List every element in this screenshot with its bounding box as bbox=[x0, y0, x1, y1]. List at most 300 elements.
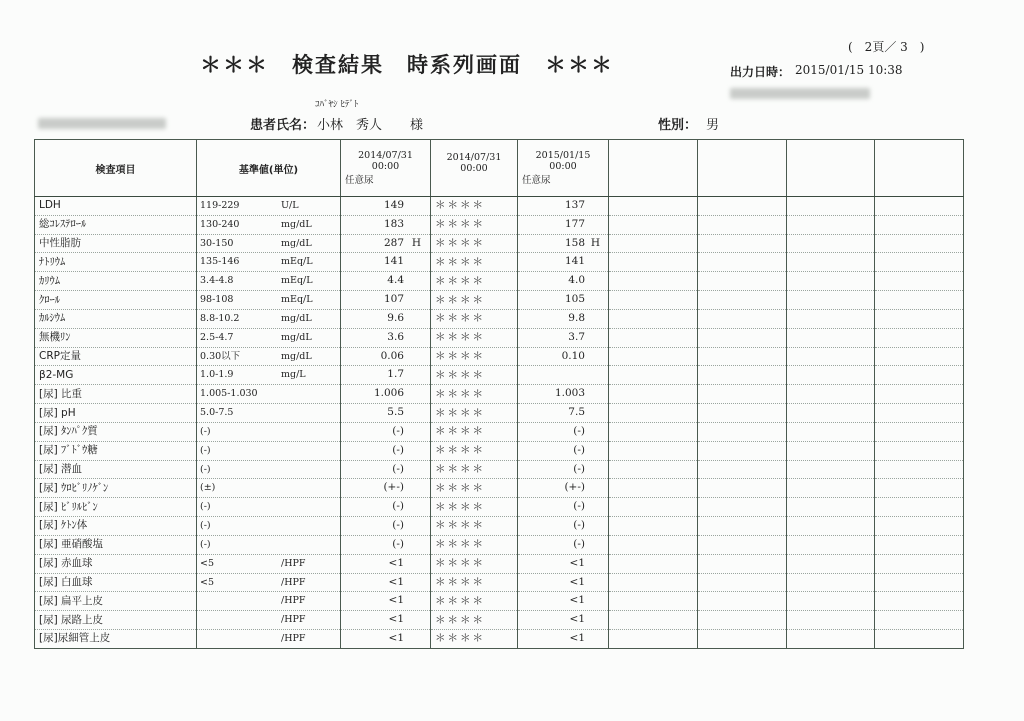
test-item-name: LDH bbox=[35, 197, 197, 216]
result-date-3 bbox=[518, 460, 609, 479]
empty-cell bbox=[698, 554, 787, 573]
empty-cell bbox=[609, 479, 698, 498]
table-row bbox=[35, 385, 964, 404]
result-value: (-) bbox=[392, 500, 404, 513]
result-date-1 bbox=[341, 498, 431, 517]
result-date-2: ＊＊＊＊ bbox=[431, 554, 518, 573]
reference-range bbox=[197, 479, 341, 498]
empty-cell bbox=[609, 573, 698, 592]
result-date-3 bbox=[518, 215, 609, 234]
reference-range bbox=[197, 592, 341, 611]
column-header-reference: 基準値(単位) bbox=[197, 140, 341, 197]
empty-cell bbox=[875, 422, 964, 441]
result-value: (-) bbox=[573, 462, 585, 475]
patient-name-label: 患者氏名： bbox=[250, 118, 316, 133]
result-date-2: ＊＊＊＊ bbox=[431, 197, 518, 216]
empty-cell bbox=[787, 573, 875, 592]
result-date-1 bbox=[341, 554, 431, 573]
result-date-3 bbox=[518, 554, 609, 573]
empty-cell bbox=[609, 460, 698, 479]
unit: /HPF bbox=[281, 576, 306, 588]
result-value: 287 bbox=[383, 236, 404, 249]
result-date-2: ＊＊＊＊ bbox=[431, 498, 518, 517]
empty-cell bbox=[698, 592, 787, 611]
reference-value: 1.0-1.9 bbox=[200, 369, 234, 381]
result-date-3 bbox=[518, 611, 609, 630]
reference-value: 2.5-4.7 bbox=[200, 331, 234, 343]
empty-cell bbox=[875, 554, 964, 573]
reference-value: (-) bbox=[200, 444, 211, 456]
test-item-name: [尿] ｹﾄﾝ体 bbox=[35, 517, 197, 536]
reference-value: 119-229 bbox=[200, 200, 240, 211]
empty-cell bbox=[609, 630, 698, 649]
result-date-2: ＊＊＊＊ bbox=[431, 366, 518, 385]
result-value: (-) bbox=[573, 537, 585, 550]
empty-cell bbox=[698, 328, 787, 347]
result-date-1 bbox=[341, 347, 431, 366]
result-date-2: ＊＊＊＊ bbox=[431, 253, 518, 272]
empty-cell bbox=[875, 234, 964, 253]
result-value: <1 bbox=[569, 632, 585, 645]
result-value: 141 bbox=[383, 255, 404, 268]
table-row bbox=[35, 272, 964, 291]
empty-cell bbox=[875, 291, 964, 310]
redacted-patient-id bbox=[730, 88, 870, 99]
test-item-name: 中性脂肪 bbox=[35, 234, 197, 253]
result-value: <1 bbox=[388, 556, 404, 569]
table-row bbox=[35, 460, 964, 479]
result-date-1 bbox=[341, 272, 431, 291]
empty-cell bbox=[698, 422, 787, 441]
empty-cell bbox=[787, 498, 875, 517]
empty-cell bbox=[698, 630, 787, 649]
reference-value: 3.4-4.8 bbox=[200, 275, 234, 287]
result-date-1 bbox=[341, 573, 431, 592]
empty-cell bbox=[609, 535, 698, 554]
empty-cell bbox=[875, 630, 964, 649]
empty-cell bbox=[698, 441, 787, 460]
empty-cell bbox=[787, 611, 875, 630]
result-date-3 bbox=[518, 291, 609, 310]
result-value: (-) bbox=[392, 537, 404, 550]
empty-cell bbox=[787, 347, 875, 366]
result-date-2: ＊＊＊＊ bbox=[431, 309, 518, 328]
empty-cell bbox=[609, 291, 698, 310]
table-row bbox=[35, 366, 964, 385]
reference-value: (-) bbox=[200, 538, 211, 550]
result-value: 1.7 bbox=[387, 368, 404, 381]
result-value: 4.4 bbox=[387, 274, 404, 287]
column-header-empty bbox=[787, 140, 875, 197]
result-date-2: ＊＊＊＊ bbox=[431, 630, 518, 649]
empty-cell bbox=[787, 385, 875, 404]
result-value: 1.006 bbox=[373, 387, 404, 400]
empty-cell bbox=[787, 366, 875, 385]
result-date-2: ＊＊＊＊ bbox=[431, 234, 518, 253]
empty-cell bbox=[609, 272, 698, 291]
result-date-2: ＊＊＊＊ bbox=[431, 385, 518, 404]
reference-value: <5 bbox=[200, 576, 215, 588]
empty-cell bbox=[787, 479, 875, 498]
reference-range bbox=[197, 347, 341, 366]
result-date-1 bbox=[341, 517, 431, 536]
empty-cell bbox=[698, 517, 787, 536]
empty-cell bbox=[875, 309, 964, 328]
table-row bbox=[35, 328, 964, 347]
unit: mEq/L bbox=[281, 275, 313, 287]
test-item-name: ﾅﾄﾘｳﾑ bbox=[35, 253, 197, 272]
column-header-empty bbox=[875, 140, 964, 197]
test-item-name: [尿] 亜硝酸塩 bbox=[35, 535, 197, 554]
result-value: 107 bbox=[383, 293, 404, 306]
empty-cell bbox=[875, 253, 964, 272]
result-value: (-) bbox=[573, 519, 585, 532]
table-row bbox=[35, 441, 964, 460]
unit: mg/dL bbox=[281, 237, 312, 249]
reference-value: <5 bbox=[200, 557, 215, 569]
empty-cell bbox=[698, 385, 787, 404]
empty-cell bbox=[787, 197, 875, 216]
empty-cell bbox=[875, 611, 964, 630]
test-item-name: ｸﾛｰﾙ bbox=[35, 291, 197, 310]
reference-range bbox=[197, 215, 341, 234]
reference-range bbox=[197, 441, 341, 460]
reference-range bbox=[197, 535, 341, 554]
result-value: <1 bbox=[388, 575, 404, 588]
reference-range bbox=[197, 366, 341, 385]
reference-value: 0.30以下 bbox=[200, 350, 241, 362]
result-value: 177 bbox=[564, 217, 585, 230]
result-date-1 bbox=[341, 197, 431, 216]
result-date-1 bbox=[341, 234, 431, 253]
result-date-2: ＊＊＊＊ bbox=[431, 479, 518, 498]
abnormal-flag: H bbox=[590, 236, 600, 249]
empty-cell bbox=[609, 611, 698, 630]
table-row bbox=[35, 517, 964, 536]
reference-value: 8.8-10.2 bbox=[200, 312, 240, 324]
result-date-2: ＊＊＊＊ bbox=[431, 422, 518, 441]
empty-cell bbox=[787, 328, 875, 347]
empty-cell bbox=[609, 347, 698, 366]
result-date-3 bbox=[518, 498, 609, 517]
table-row bbox=[35, 535, 964, 554]
result-date-2: ＊＊＊＊ bbox=[431, 347, 518, 366]
unit: /HPF bbox=[281, 633, 306, 645]
empty-cell bbox=[609, 215, 698, 234]
result-date-3 bbox=[518, 366, 609, 385]
empty-cell bbox=[609, 592, 698, 611]
unit: U/L bbox=[281, 200, 299, 211]
result-date-2: ＊＊＊＊ bbox=[431, 441, 518, 460]
empty-cell bbox=[698, 234, 787, 253]
result-value: 183 bbox=[383, 217, 404, 230]
reference-range bbox=[197, 272, 341, 291]
empty-cell bbox=[609, 328, 698, 347]
empty-cell bbox=[698, 272, 787, 291]
result-date-2: ＊＊＊＊ bbox=[431, 573, 518, 592]
column-header-empty bbox=[609, 140, 698, 197]
reference-range bbox=[197, 498, 341, 517]
result-value: 3.7 bbox=[568, 330, 585, 343]
reference-range bbox=[197, 611, 341, 630]
result-value: (-) bbox=[392, 443, 404, 456]
empty-cell bbox=[875, 385, 964, 404]
empty-cell bbox=[609, 253, 698, 272]
result-date-1 bbox=[341, 291, 431, 310]
page-title: ＊＊＊ 検査結果 時系列画面 ＊＊＊ bbox=[200, 53, 614, 77]
empty-cell bbox=[787, 441, 875, 460]
sex-label: 性別： bbox=[658, 118, 698, 133]
result-date-3 bbox=[518, 197, 609, 216]
table-row bbox=[35, 234, 964, 253]
result-date-3 bbox=[518, 404, 609, 423]
empty-cell bbox=[875, 535, 964, 554]
unit: mEq/L bbox=[281, 256, 313, 268]
patient-name-kana: ｺﾊﾞﾔｼ ﾋﾃﾞﾄ bbox=[315, 100, 359, 110]
test-item-name: [尿] 尿路上皮 bbox=[35, 611, 197, 630]
empty-cell bbox=[698, 309, 787, 328]
table-row bbox=[35, 592, 964, 611]
page-indicator: ( 2頁／ 3 ) bbox=[848, 40, 925, 54]
reference-range bbox=[197, 517, 341, 536]
test-item-name: [尿] 赤血球 bbox=[35, 554, 197, 573]
column-header-item: 検査項目 bbox=[35, 140, 197, 197]
patient-name: 小林 秀人 bbox=[317, 118, 383, 133]
test-item-name: [尿] 扁平上皮 bbox=[35, 592, 197, 611]
empty-cell bbox=[875, 272, 964, 291]
unit: mg/dL bbox=[281, 331, 312, 343]
empty-cell bbox=[875, 215, 964, 234]
table-row bbox=[35, 253, 964, 272]
result-value: (-) bbox=[573, 443, 585, 456]
empty-cell bbox=[609, 441, 698, 460]
result-date-1 bbox=[341, 611, 431, 630]
empty-cell bbox=[875, 347, 964, 366]
reference-range bbox=[197, 385, 341, 404]
reference-value: 98-108 bbox=[200, 294, 234, 306]
empty-cell bbox=[787, 630, 875, 649]
test-item-name: [尿] pH bbox=[35, 404, 197, 423]
unit: mg/dL bbox=[281, 350, 312, 362]
table-row bbox=[35, 291, 964, 310]
result-date-1 bbox=[341, 366, 431, 385]
result-date-3 bbox=[518, 309, 609, 328]
test-item-name: [尿]尿細管上皮 bbox=[35, 630, 197, 649]
table-row bbox=[35, 347, 964, 366]
empty-cell bbox=[698, 498, 787, 517]
result-date-2: ＊＊＊＊ bbox=[431, 404, 518, 423]
unit: /HPF bbox=[281, 614, 306, 626]
empty-cell bbox=[787, 535, 875, 554]
unit: /HPF bbox=[281, 595, 306, 607]
reference-range bbox=[197, 234, 341, 253]
result-date-1 bbox=[341, 385, 431, 404]
empty-cell bbox=[787, 291, 875, 310]
empty-cell bbox=[787, 592, 875, 611]
result-date-3 bbox=[518, 630, 609, 649]
result-date-1 bbox=[341, 422, 431, 441]
empty-cell bbox=[875, 328, 964, 347]
empty-cell bbox=[698, 535, 787, 554]
result-value: (+-) bbox=[564, 481, 585, 494]
result-value: (-) bbox=[573, 500, 585, 513]
results-table bbox=[34, 139, 964, 649]
result-date-3 bbox=[518, 328, 609, 347]
column-header-date-3: 2015/01/15 00:00 任意尿 bbox=[518, 140, 609, 197]
reference-value: 1.005-1.030 bbox=[200, 388, 258, 400]
table-row bbox=[35, 573, 964, 592]
result-value: <1 bbox=[569, 556, 585, 569]
reference-value: (-) bbox=[200, 520, 211, 532]
empty-cell bbox=[875, 197, 964, 216]
reference-range bbox=[197, 554, 341, 573]
reference-range bbox=[197, 291, 341, 310]
result-date-2: ＊＊＊＊ bbox=[431, 460, 518, 479]
result-value: (-) bbox=[392, 462, 404, 475]
reference-range bbox=[197, 197, 341, 216]
empty-cell bbox=[787, 215, 875, 234]
honorific: 様 bbox=[410, 118, 424, 133]
result-date-1 bbox=[341, 630, 431, 649]
column-header-empty bbox=[698, 140, 787, 197]
test-item-name: 総ｺﾚｽﾃﾛｰﾙ bbox=[35, 215, 197, 234]
empty-cell bbox=[609, 554, 698, 573]
result-value: 9.6 bbox=[387, 311, 404, 324]
empty-cell bbox=[787, 272, 875, 291]
reference-value: (-) bbox=[200, 425, 211, 437]
reference-value: 130-240 bbox=[200, 218, 240, 230]
result-value: 1.003 bbox=[554, 387, 585, 400]
result-value: 158 bbox=[564, 236, 585, 249]
test-item-name: [尿] 比重 bbox=[35, 385, 197, 404]
empty-cell bbox=[787, 234, 875, 253]
reference-value: 5.0-7.5 bbox=[200, 407, 234, 419]
redacted-patient-number bbox=[38, 118, 166, 129]
result-date-1 bbox=[341, 215, 431, 234]
result-date-3 bbox=[518, 573, 609, 592]
result-date-1 bbox=[341, 479, 431, 498]
test-item-name: [尿] ﾀﾝﾊﾟｸ質 bbox=[35, 422, 197, 441]
empty-cell bbox=[698, 611, 787, 630]
reference-range bbox=[197, 422, 341, 441]
result-date-2: ＊＊＊＊ bbox=[431, 592, 518, 611]
result-value: (-) bbox=[573, 424, 585, 437]
empty-cell bbox=[787, 253, 875, 272]
empty-cell bbox=[609, 385, 698, 404]
result-date-1 bbox=[341, 592, 431, 611]
result-date-3 bbox=[518, 422, 609, 441]
table-row bbox=[35, 630, 964, 649]
empty-cell bbox=[698, 197, 787, 216]
empty-cell bbox=[698, 215, 787, 234]
test-item-name: ｶﾙｼｳﾑ bbox=[35, 309, 197, 328]
test-item-name: [尿] 潜血 bbox=[35, 460, 197, 479]
empty-cell bbox=[698, 347, 787, 366]
empty-cell bbox=[609, 517, 698, 536]
result-date-3 bbox=[518, 253, 609, 272]
table-row bbox=[35, 404, 964, 423]
table-row bbox=[35, 215, 964, 234]
result-value: <1 bbox=[569, 613, 585, 626]
reference-value: (-) bbox=[200, 501, 211, 513]
test-item-name: [尿] ﾋﾞﾘﾙﾋﾞﾝ bbox=[35, 498, 197, 517]
result-date-3 bbox=[518, 347, 609, 366]
column-header-date-1: 2014/07/31 00:00 任意尿 bbox=[341, 140, 431, 197]
result-value: 105 bbox=[564, 293, 585, 306]
result-value: (-) bbox=[392, 519, 404, 532]
table-row bbox=[35, 422, 964, 441]
empty-cell bbox=[609, 422, 698, 441]
result-date-3 bbox=[518, 592, 609, 611]
test-item-name: β2-MG bbox=[35, 366, 197, 385]
sex-value: 男 bbox=[706, 118, 720, 133]
result-date-1 bbox=[341, 253, 431, 272]
result-date-1 bbox=[341, 460, 431, 479]
empty-cell bbox=[698, 253, 787, 272]
empty-cell bbox=[698, 479, 787, 498]
result-value: 137 bbox=[564, 199, 585, 211]
empty-cell bbox=[875, 498, 964, 517]
test-item-name: CRP定量 bbox=[35, 347, 197, 366]
empty-cell bbox=[609, 498, 698, 517]
result-date-2: ＊＊＊＊ bbox=[431, 291, 518, 310]
unit: mg/dL bbox=[281, 218, 312, 230]
empty-cell bbox=[698, 460, 787, 479]
column-header-date-2: 2014/07/31 00:00 bbox=[431, 140, 518, 197]
empty-cell bbox=[609, 404, 698, 423]
empty-cell bbox=[609, 309, 698, 328]
empty-cell bbox=[787, 517, 875, 536]
reference-range bbox=[197, 253, 341, 272]
reference-range bbox=[197, 404, 341, 423]
reference-range bbox=[197, 309, 341, 328]
table-row bbox=[35, 554, 964, 573]
test-item-name: [尿] 白血球 bbox=[35, 573, 197, 592]
unit: mEq/L bbox=[281, 294, 313, 306]
result-value: (-) bbox=[392, 424, 404, 437]
result-value: 7.5 bbox=[568, 406, 585, 419]
test-item-name: [尿] ｳﾛﾋﾞﾘﾉｹﾞﾝ bbox=[35, 479, 197, 498]
result-date-1 bbox=[341, 309, 431, 328]
reference-value: 30-150 bbox=[200, 237, 234, 249]
empty-cell bbox=[787, 309, 875, 328]
result-value: 0.10 bbox=[561, 349, 585, 362]
result-date-2: ＊＊＊＊ bbox=[431, 611, 518, 630]
reference-range bbox=[197, 573, 341, 592]
result-value: <1 bbox=[569, 575, 585, 588]
result-date-1 bbox=[341, 441, 431, 460]
output-datetime-value: 2015/01/15 10:38 bbox=[795, 63, 903, 77]
result-date-2: ＊＊＊＊ bbox=[431, 272, 518, 291]
empty-cell bbox=[875, 460, 964, 479]
reference-range bbox=[197, 460, 341, 479]
empty-cell bbox=[787, 422, 875, 441]
result-value: <1 bbox=[388, 613, 404, 626]
table-row bbox=[35, 611, 964, 630]
result-date-2: ＊＊＊＊ bbox=[431, 517, 518, 536]
result-value: 141 bbox=[564, 255, 585, 268]
result-date-3 bbox=[518, 441, 609, 460]
test-item-name: [尿] ﾌﾞﾄﾞｳ糖 bbox=[35, 441, 197, 460]
result-date-2: ＊＊＊＊ bbox=[431, 328, 518, 347]
table-row bbox=[35, 197, 964, 216]
reference-range bbox=[197, 328, 341, 347]
empty-cell bbox=[787, 404, 875, 423]
abnormal-flag: H bbox=[411, 236, 421, 249]
result-date-3 bbox=[518, 234, 609, 253]
empty-cell bbox=[787, 554, 875, 573]
empty-cell bbox=[787, 460, 875, 479]
